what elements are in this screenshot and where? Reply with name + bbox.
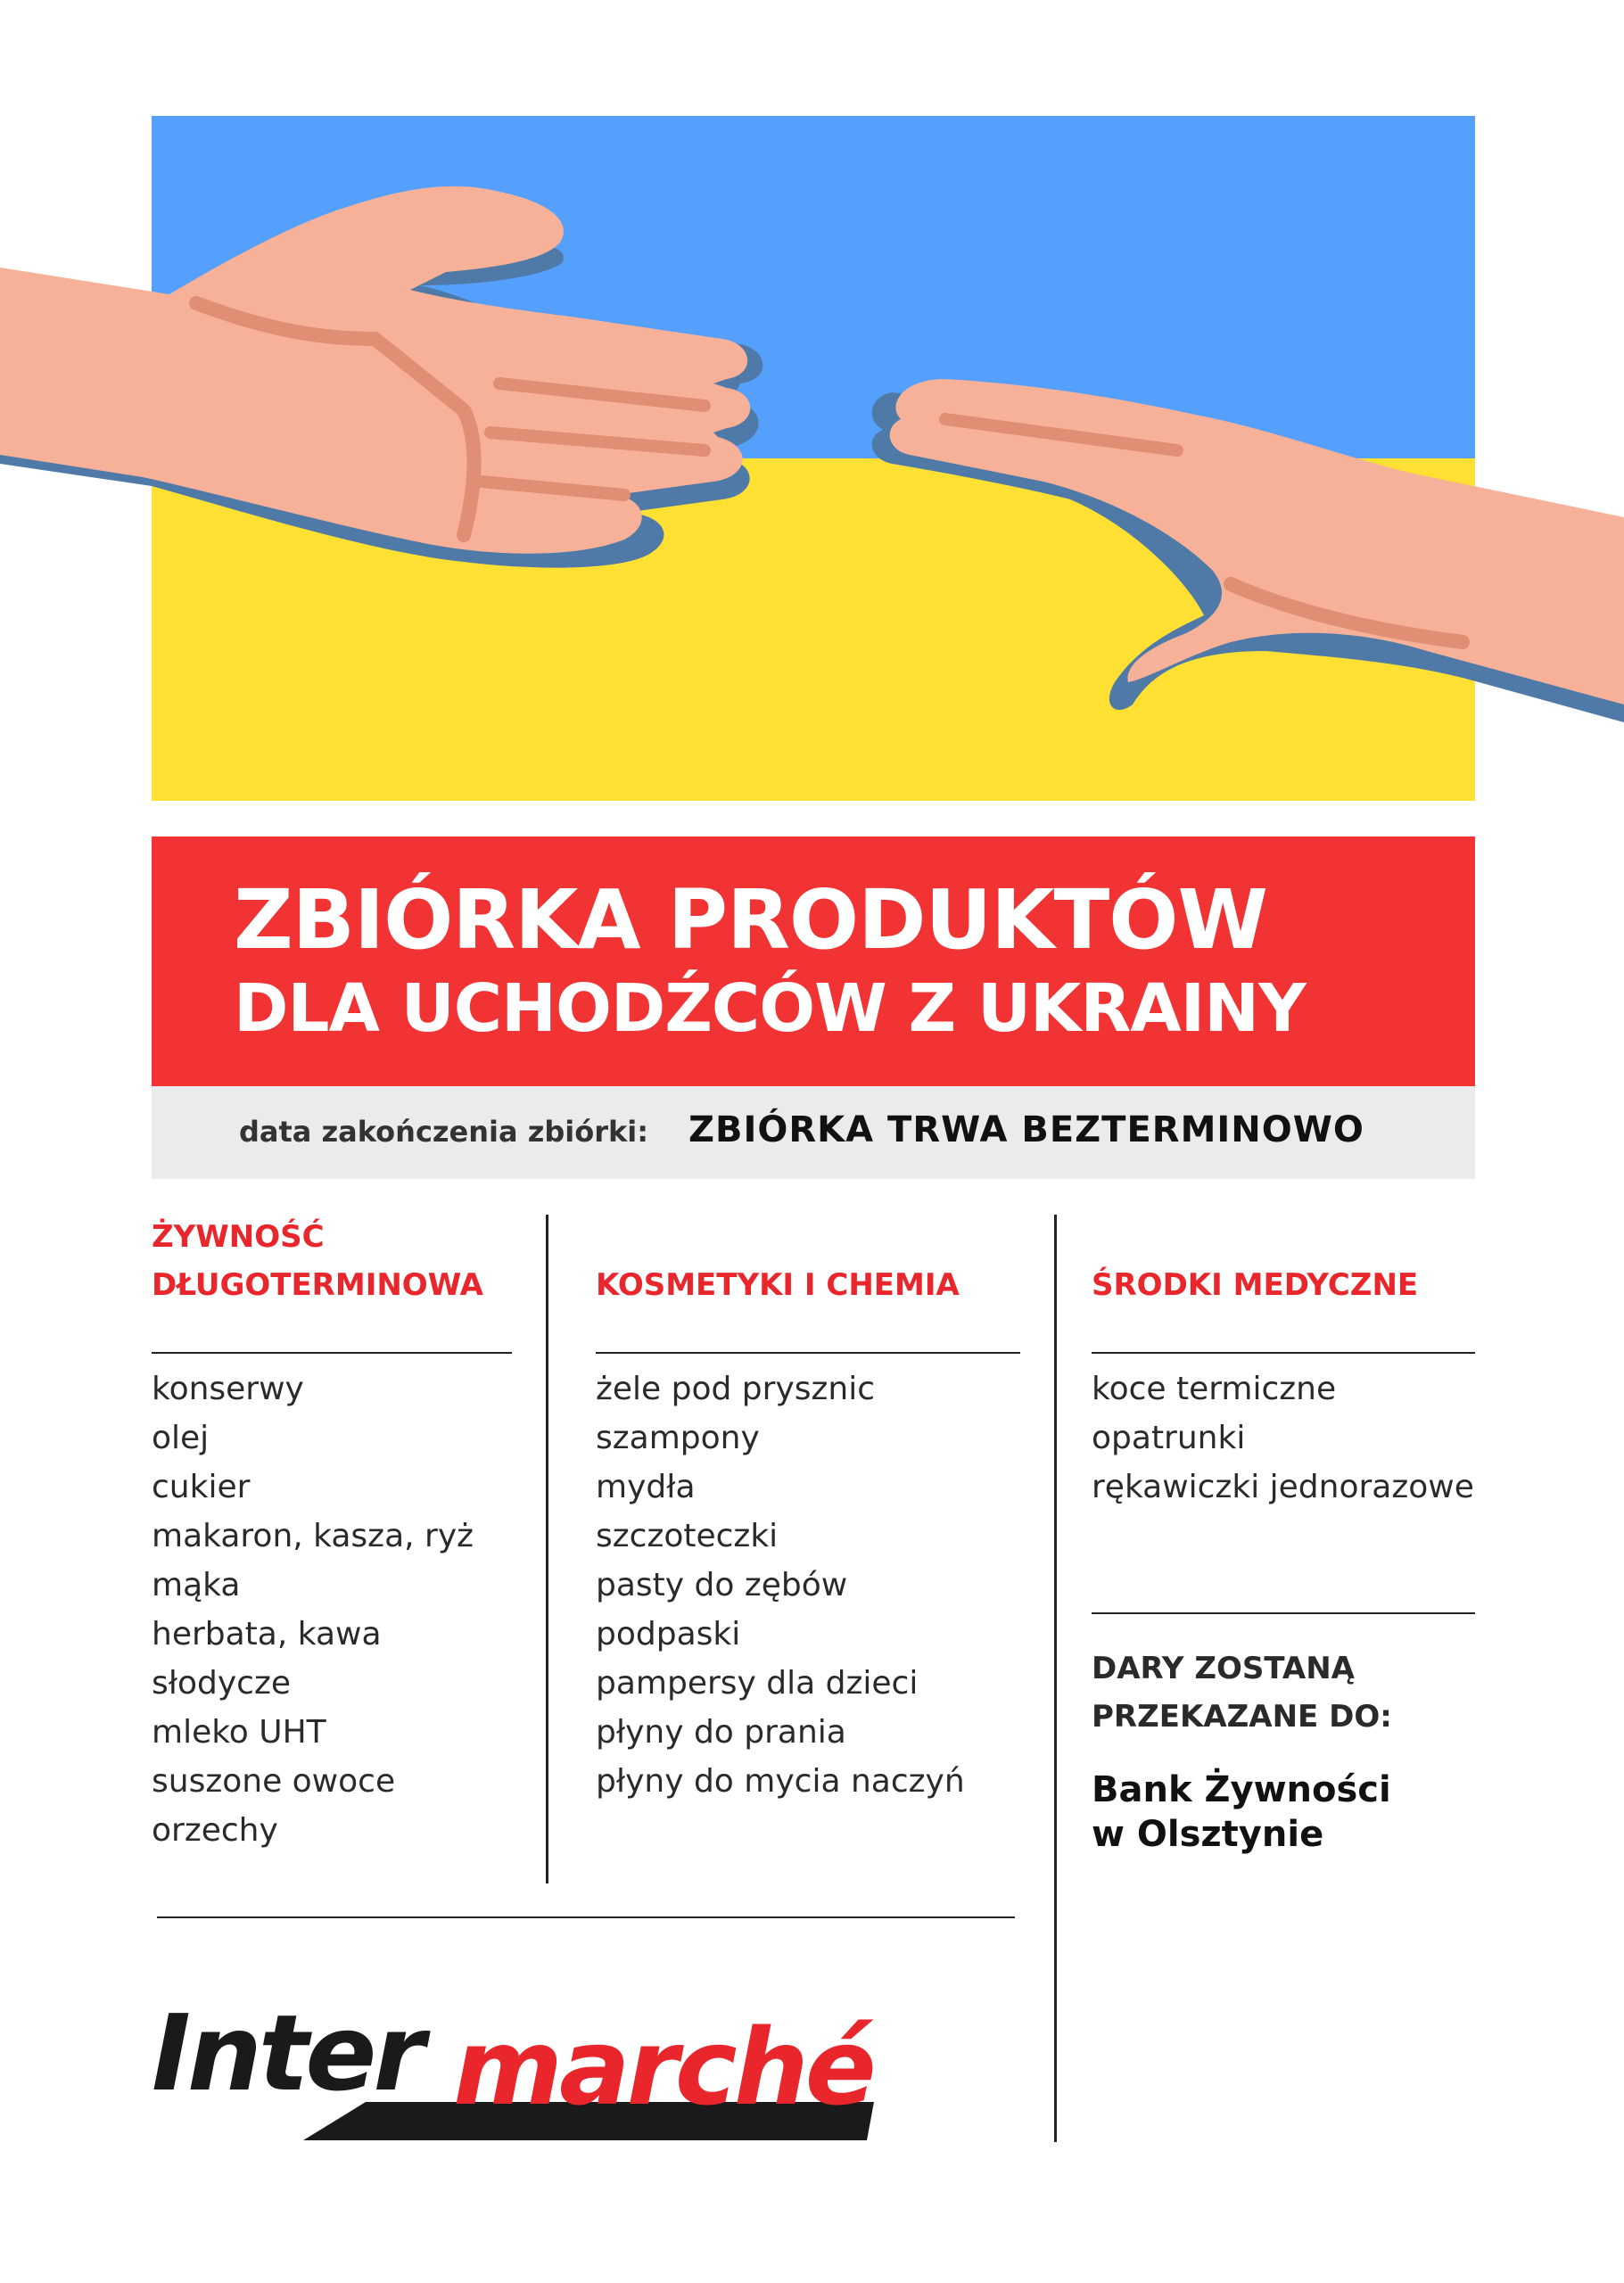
list-item: orzechy <box>152 1812 278 1849</box>
item-list <box>596 1364 965 1806</box>
column-divider <box>1092 1352 1475 1354</box>
list-item: konserwy <box>152 1371 304 1407</box>
list-item: żele pod prysznic <box>596 1371 876 1407</box>
item-list <box>1092 1364 1474 1512</box>
logo-text-inter: Inter <box>152 1991 422 2114</box>
list-item: słodycze <box>152 1665 292 1702</box>
list-item: pampersy dla dzieci <box>596 1665 919 1702</box>
list-item: mąka <box>152 1567 241 1603</box>
list-item: opatrunki <box>1092 1420 1246 1456</box>
deadline-label: data zakończenia zbiórki: <box>239 1115 649 1149</box>
column-separator <box>546 1215 548 1883</box>
column-heading-line-1: ŻYWNOŚĆ <box>152 1219 325 1255</box>
destination-name-line-2: w Olsztynie <box>1092 1814 1324 1855</box>
list-item: cukier <box>152 1469 251 1505</box>
column-separator <box>1054 1215 1057 2142</box>
list-item: pasty do zębów <box>596 1567 848 1603</box>
destination-divider <box>1092 1612 1475 1614</box>
column-heading: KOSMETYKI I CHEMIA <box>596 1267 960 1303</box>
list-item: suszone owoce <box>152 1763 396 1800</box>
title-line-2: DLA UCHODŹCÓW Z UKRAINY <box>234 970 1306 1047</box>
item-list <box>152 1364 474 1855</box>
reaching-hands-illustration <box>0 0 1624 803</box>
destination-name <box>1092 1768 1391 1857</box>
column-heading <box>152 1213 483 1309</box>
list-item: szampony <box>596 1420 760 1456</box>
column-divider <box>596 1352 1020 1354</box>
deadline-value: ZBIÓRKA TRWA BEZTERMINOWO <box>688 1109 1364 1150</box>
column-heading: ŚRODKI MEDYCZNE <box>1092 1267 1419 1303</box>
list-item: płyny do mycia naczyń <box>596 1763 965 1800</box>
title-banner <box>152 837 1475 1086</box>
destination-heading <box>1092 1644 1392 1741</box>
destination-name-line-1: Bank Żywności <box>1092 1769 1391 1810</box>
list-item: olej <box>152 1420 210 1456</box>
list-item: podpaski <box>596 1616 741 1652</box>
logo-text-marche: marché <box>453 2006 873 2129</box>
list-item: mleko UHT <box>152 1714 326 1751</box>
list-item: herbata, kawa <box>152 1616 382 1652</box>
destination-heading-line-2: PRZEKAZANE DO: <box>1092 1699 1392 1735</box>
list-item: rękawiczki jednorazowe <box>1092 1469 1474 1505</box>
column-heading-line-2: DŁUGOTERMINOWA <box>152 1267 483 1303</box>
deadline-banner <box>152 1086 1475 1179</box>
column-divider <box>152 1352 512 1354</box>
list-item: płyny do prania <box>596 1714 846 1751</box>
list-item: koce termiczne <box>1092 1371 1337 1407</box>
list-item: szczoteczki <box>596 1518 779 1554</box>
list-item: makaron, kasza, ryż <box>152 1518 474 1554</box>
footer-divider <box>157 1916 1015 1918</box>
list-item: mydła <box>596 1469 696 1505</box>
title-line-1: ZBIÓRKA PRODUKTÓW <box>234 872 1267 968</box>
destination-heading-line-1: DARY ZOSTANĄ <box>1092 1651 1355 1686</box>
intermarche-logo <box>143 1975 919 2163</box>
